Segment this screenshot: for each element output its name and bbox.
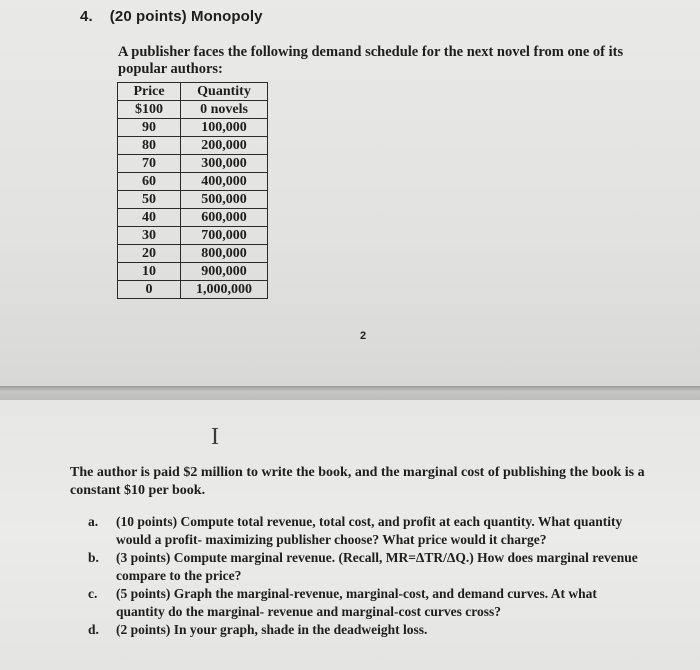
price-cell: 90 [118,119,181,137]
table-row [118,137,268,155]
table-header-row [118,83,268,101]
price-cell: 30 [118,227,181,245]
price-cell: 20 [118,245,181,263]
problem-statement: The author is paid $2 million to write the book, and the marginal cost of publishing the book is a constant $10 per book. [70,465,645,498]
quantity-cell: 200,000 [181,137,268,155]
page-number: 2 [360,330,367,342]
sub-question-marker: c. [88,586,98,601]
quantity-cell: 600,000 [181,209,268,227]
price-header: Price [118,83,181,101]
sub-question-text: (10 points) Compute total revenue, total cost, and profit at each quantity. What quantity would a profit- maximizing publisher choose? What price would it charge? [116,514,623,547]
quantity-cell: 500,000 [181,191,268,209]
question-title: (20 points) Monopoly [109,8,263,25]
table-row [118,209,268,227]
price-cell: 60 [118,173,181,191]
quantity-cell: 0 novels [181,101,268,119]
question-number: 4. [80,8,93,25]
table-row [118,191,268,209]
page-break [0,386,700,400]
sub-question-text: (3 points) Compute marginal revenue. (Recall, MR=ΔTR/ΔQ.) How does marginal revenue compare to the price? [116,550,638,583]
price-cell: 80 [118,137,181,155]
question-heading [80,8,263,25]
text-cursor-icon: I [211,424,219,450]
demand-schedule-table [117,82,268,299]
quantity-cell: 700,000 [181,227,268,245]
sub-question-marker: d. [88,622,99,637]
table-row [118,173,268,191]
table-row [118,263,268,281]
price-cell: 50 [118,191,181,209]
quantity-cell: 800,000 [181,245,268,263]
table-row [118,155,268,173]
price-cell: 40 [118,209,181,227]
price-cell: 10 [118,263,181,281]
sub-question-item [88,549,648,584]
sub-question-text: (2 points) In your graph, shade in the deadweight loss. [116,622,428,637]
quantity-cell: 900,000 [181,263,268,281]
table-row [118,119,268,137]
price-cell: 70 [118,155,181,173]
price-cell: 0 [118,281,181,299]
sub-questions-list [88,513,648,640]
sub-question-marker: a. [88,514,99,529]
sub-question-marker: b. [88,550,99,565]
quantity-header: Quantity [181,83,268,101]
quantity-cell: 1,000,000 [181,281,268,299]
sub-question-item [88,585,648,620]
table-row [118,227,268,245]
sub-question-item [88,513,648,548]
quantity-cell: 100,000 [181,119,268,137]
table-row [118,281,268,299]
sub-question-text: (5 points) Graph the marginal-revenue, marginal-cost, and demand curves. At what quantity do the marginal- revenue and marginal-cost curves cross? [116,586,597,619]
table-row [118,101,268,119]
table-row [118,245,268,263]
quantity-cell: 400,000 [181,173,268,191]
price-cell: $100 [118,101,181,119]
question-intro: A publisher faces the following demand schedule for the next novel from one of its popular authors: [118,44,624,77]
sub-question-item [88,621,648,639]
quantity-cell: 300,000 [181,155,268,173]
